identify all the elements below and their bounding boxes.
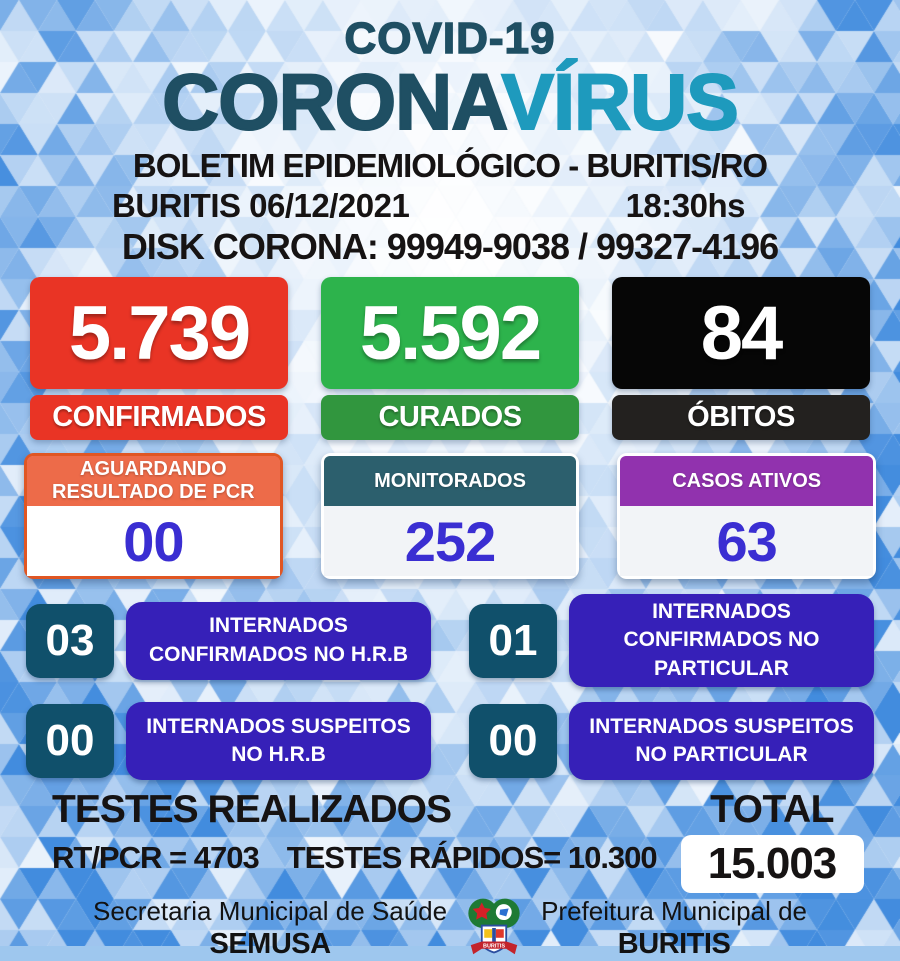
confirmados-label: CONFIRMADOS: [30, 395, 288, 440]
hospitalized-confirmed-hrb-label: INTERNADOS CONFIRMADOS NO H.R.B: [126, 602, 431, 680]
curados-value: 5.592: [321, 277, 579, 389]
footer: [0, 895, 900, 961]
prefeitura-line1: Prefeitura Municipal de: [541, 895, 808, 926]
hospitalized-suspected-hrb-count: 00: [26, 704, 114, 778]
stat-card-monitorados: [321, 453, 580, 579]
coronavirus-title: [0, 57, 900, 146]
hospitalized-suspected-private-count: 00: [469, 704, 557, 778]
rt-pcr-count: RT/PCR = 4703: [52, 840, 259, 876]
secondary-stats-row: [0, 453, 900, 579]
tests-left-block: [28, 788, 672, 876]
hospitalized-confirmed-private-count: 01: [469, 604, 557, 678]
coronavirus-title-light: VÍRUS: [501, 57, 738, 146]
tests-total-value: 15.003: [681, 835, 864, 893]
curados-label: CURADOS: [321, 395, 579, 440]
svg-text:BURITIS: BURITIS: [483, 943, 506, 950]
semusa-line2: SEMUSA: [209, 927, 331, 960]
hospitalized-suspected-hrb-label: INTERNADOS SUSPEITOS NO H.R.B: [126, 702, 431, 780]
prefeitura-line2: BURITIS: [617, 927, 731, 960]
covid19-supertitle: COVID-19: [344, 14, 556, 63]
stat-card-casos-ativos: [617, 453, 876, 579]
tests-total-label: TOTAL: [710, 788, 834, 832]
buritis-coat-of-arms-logo: [463, 895, 525, 961]
monitorados-header: MONITORADOS: [324, 456, 577, 506]
stat-card-obitos: [612, 277, 870, 440]
hospitalized-confirmed-private: [469, 594, 874, 687]
hospitalized-confirmed-hrb-count: 03: [26, 604, 114, 678]
city-and-date: BURITIS 06/12/2021: [112, 187, 410, 225]
primary-stats-row: [0, 277, 900, 440]
hospitalized-grid: [0, 594, 900, 780]
aguardando-pcr-value: 00: [123, 509, 184, 573]
monitorados-value: 252: [404, 509, 496, 573]
casos-ativos-header: CASOS ATIVOS: [620, 456, 873, 506]
hospitalized-confirmed-hrb: [26, 594, 431, 687]
bulletin-subtitle: BOLETIM EPIDEMIOLÓGICO - BURITIS/RO: [132, 147, 768, 185]
hospitalized-suspected-hrb: [26, 702, 431, 780]
hospitalized-confirmed-private-label: INTERNADOS CONFIRMADOS NO PARTICULAR: [569, 594, 874, 687]
footer-prefeitura-block: [541, 896, 807, 961]
confirmados-value: 5.739: [30, 277, 288, 389]
casos-ativos-value: 63: [716, 509, 777, 573]
stat-card-aguardando-pcr: [24, 453, 283, 579]
stat-card-curados: [321, 277, 579, 440]
tests-section: [0, 788, 900, 893]
disk-corona-hotline: DISK CORONA: 99949-9038 / 99327-4196: [121, 226, 779, 268]
hospitalized-suspected-private-label: INTERNADOS SUSPEITOS NO PARTICULAR: [569, 702, 874, 780]
coronavirus-title-dark: CORONA: [162, 57, 502, 146]
tests-total-block: [672, 788, 872, 893]
date-line: [0, 185, 900, 225]
footer-semusa-block: [93, 896, 447, 961]
bulletin-time: 18:30hs: [625, 187, 745, 225]
stat-card-confirmados: [30, 277, 288, 440]
obitos-label: ÓBITOS: [612, 395, 870, 440]
aguardando-pcr-header: AGUARDANDO RESULTADO DE PCR: [27, 456, 280, 506]
tests-breakdown: [28, 840, 672, 876]
hospitalized-suspected-private: [469, 702, 874, 780]
obitos-value: 84: [612, 277, 870, 389]
tests-title: TESTES REALIZADOS: [52, 788, 452, 832]
semusa-line1: Secretaria Municipal de Saúde: [92, 895, 448, 926]
rapid-tests-count: TESTES RÁPIDOS= 10.300: [286, 840, 657, 876]
